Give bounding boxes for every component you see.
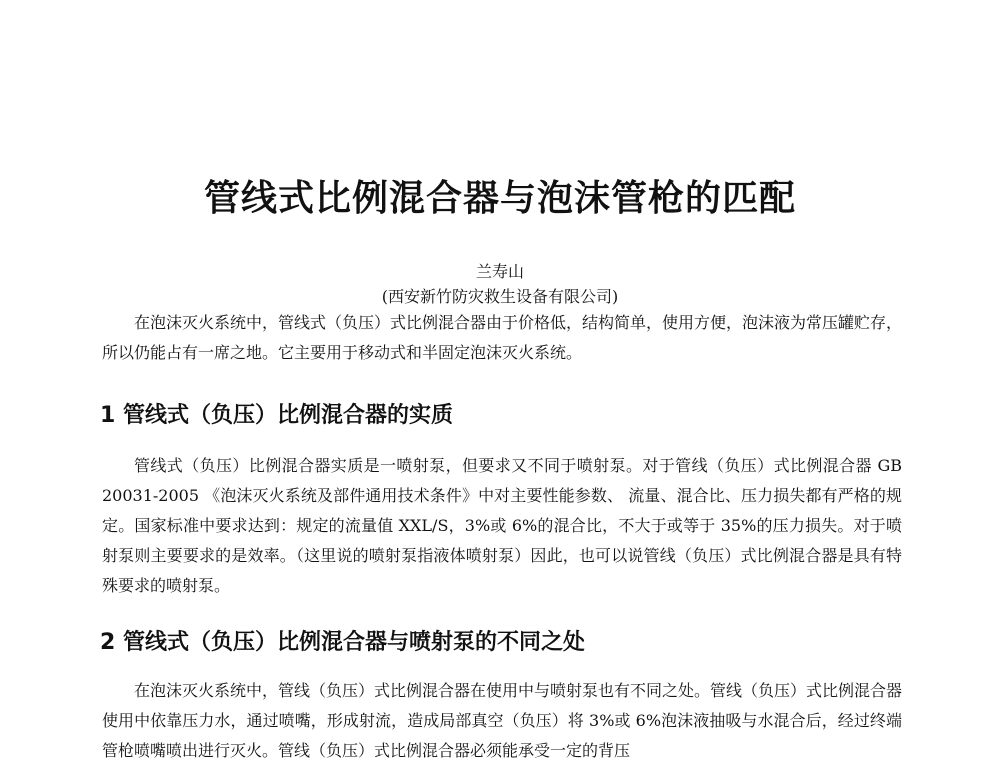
intro-paragraph: 在泡沫灭火系统中，管线式（负压）式比例混合器由于价格低，结构简单，使用方便，泡沫液为常压罐贮存，所以仍能占有一席之地。它主要用于移动式和半固定泡沫灭火系统。	[102, 313, 903, 362]
section-2-heading: 2 管线式（负压）比例混合器与喷射泵的不同之处	[100, 630, 585, 655]
author-affiliation: (西安新竹防灾救生设备有限公司)	[381, 287, 619, 306]
paper-title: 管线式比例混合器与泡沫管枪的匹配	[203, 177, 796, 219]
section-1-heading: 1 管线式（负压）比例混合器的实质	[100, 403, 453, 428]
section-1-paragraph: 管线式（负压）比例混合器实质是一喷射泵，但要求又不同于喷射泵。对于管线（负压）式比例混合器 GB 20031-2005 《泡沫灭火系统及部件通用技术条件》中对主要性能参数、 流量、混合比、压力损失都有严格的规定。国家标准中要求达到：规定的流量值 XXL/S，3%或 6%的混合比，不大于或等于 35%的压力损失。对于喷射泵则主要要求的是效率。（这里说的喷射泵指液体喷射泵）因此，也可以说管线（负压）式比例混合器是具有特殊要求的喷射泵。	[102, 456, 902, 595]
section-2-paragraph: 在泡沫灭火系统中，管线（负压）式比例混合器在使用中与喷射泵也有不同之处。管线（负压）式比例混合器使用中依靠压力水，通过喷嘴，形成射流，造成局部真空（负压）将 3%或 6%泡沫液抽吸与水混合后，经过终端管枪喷嘴喷出进行灭火。管线（负压）式比例混合器必须能承受一定的背压	[102, 681, 903, 760]
author-name: 兰寿山	[475, 262, 524, 281]
